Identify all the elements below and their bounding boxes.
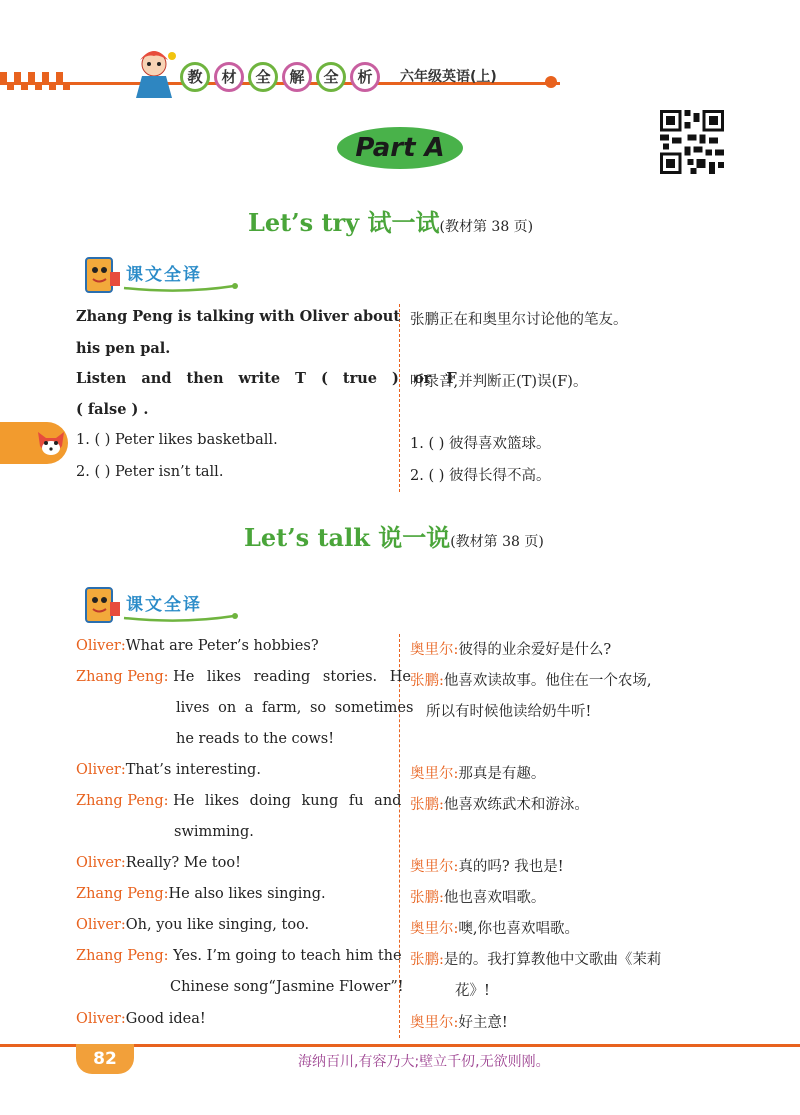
fox-face-icon <box>34 426 68 460</box>
qr-code-icon <box>660 110 724 174</box>
mascot-girl-icon <box>128 46 180 100</box>
dialog-cn-line <box>410 762 545 783</box>
speaker-en: Oliver: <box>76 1011 126 1027</box>
speaker-en: Zhang Peng: <box>76 793 169 809</box>
dialog-cn-line <box>410 1011 508 1032</box>
try-banner <box>80 254 240 296</box>
dialog-cn-text: 真的吗? 我也是! <box>458 859 564 875</box>
try-line-en: Listen and then write T ( true ) or F <box>76 370 457 387</box>
dialog-cn-text: 噢,你也喜欢唱歌。 <box>458 921 579 937</box>
dialog-en-line <box>76 669 411 685</box>
dialog-en-line <box>76 793 401 809</box>
try-title-en: Let’s try <box>248 208 360 237</box>
dialog-cn-line <box>410 669 652 690</box>
dialog-en-text: swimming. <box>174 824 254 840</box>
dialog-cn-text: 花》! <box>455 983 490 999</box>
speaker-cn: 奥里尔: <box>410 921 459 937</box>
talk-title-cn: 说一说 <box>378 523 451 552</box>
try-line-en: 2. ( ) Peter isn’t tall. <box>76 464 224 480</box>
try-line-en: ( false ) . <box>76 401 149 418</box>
dialog-cn-text: 所以有时候他读给奶牛听! <box>426 704 592 720</box>
dialog-en-text: Really? Me too! <box>125 855 241 871</box>
dialog-cn-text: 他喜欢读故事。他住在一个农场, <box>443 673 652 689</box>
speaker-cn: 张鹏: <box>410 952 444 968</box>
dialog-cn-line <box>410 638 611 659</box>
header-checker-top <box>0 72 70 82</box>
dialog-en-text: What are Peter’s hobbies? <box>125 638 319 654</box>
dialog-cn-text: 他也喜欢唱歌。 <box>443 890 546 906</box>
speaker-cn: 张鹏: <box>410 673 444 689</box>
speaker-en: Oliver: <box>76 638 126 654</box>
footer-motto: 海纳百川,有容乃大;壁立千仞,无欲则刚。 <box>298 1054 550 1070</box>
dialog-en-text: Chinese song“Jasmine Flower”! <box>170 979 404 995</box>
dialog-cn-text: 是的。我打算教他中文歌曲《茉莉 <box>443 952 662 968</box>
try-divider <box>399 304 400 492</box>
dialog-en-line <box>76 638 319 654</box>
dialog-en-line <box>76 917 309 933</box>
try-banner-label: 课文全译 <box>126 265 202 285</box>
speaker-en: Oliver: <box>76 855 126 871</box>
header-grade: 六年级英语(上) <box>400 69 497 85</box>
try-ref: (教材第 38 页) <box>439 219 534 235</box>
header-badge: 教 <box>180 62 210 92</box>
dialog-en-text: He likes reading stories. He <box>173 669 411 685</box>
dialog-en-line <box>76 1011 206 1027</box>
talk-banner-label: 课文全译 <box>126 595 202 615</box>
speaker-cn: 奥里尔: <box>410 1015 459 1031</box>
dialog-en-text: Oh, you like singing, too. <box>125 917 310 933</box>
try-line-cn: 张鹏正在和奥里尔讨论他的笔友。 <box>410 312 628 328</box>
dialog-cn-text: 好主意! <box>458 1015 508 1031</box>
dialog-cn-text: 彼得的业余爱好是什么? <box>458 642 612 658</box>
dialog-cn-text: 他喜欢练武术和游泳。 <box>443 797 589 813</box>
try-line-en: Zhang Peng is talking with Oliver about <box>76 308 401 325</box>
dialog-en-text: Yes. I’m going to teach him the <box>173 948 402 964</box>
talk-divider <box>399 634 400 1038</box>
speaker-cn: 张鹏: <box>410 890 444 906</box>
book-mascot-icon <box>80 584 122 626</box>
dialog-cn-line <box>410 886 545 907</box>
dialog-cn-line <box>410 793 589 814</box>
dialog-en-line <box>76 886 326 902</box>
talk-section-title <box>244 518 544 553</box>
speaker-en: Oliver: <box>76 917 126 933</box>
header-badge: 全 <box>248 62 278 92</box>
dialog-en-line <box>76 762 261 778</box>
header-badge: 解 <box>282 62 312 92</box>
banner-swoosh <box>122 282 240 292</box>
header-dot <box>545 76 557 88</box>
try-line-en: his pen pal. <box>76 340 171 357</box>
speaker-en: Zhang Peng: <box>76 669 169 685</box>
part-label: Part A <box>337 127 463 169</box>
talk-banner <box>80 584 240 626</box>
try-section-title <box>248 203 533 238</box>
try-line-cn: 1. ( ) 彼得喜欢篮球。 <box>410 436 551 452</box>
dialog-en-line <box>76 948 402 964</box>
banner-swoosh <box>122 612 240 622</box>
dialog-en-line <box>76 855 241 871</box>
header-badge: 材 <box>214 62 244 92</box>
speaker-cn: 奥里尔: <box>410 766 459 782</box>
book-mascot-icon <box>80 254 122 296</box>
dialog-en-text: Good idea! <box>125 1011 206 1027</box>
dialog-cn-text: 那真是有趣。 <box>458 766 546 782</box>
speaker-cn: 张鹏: <box>410 797 444 813</box>
dialog-en-text: He also likes singing. <box>168 886 326 902</box>
header-badge: 析 <box>350 62 380 92</box>
page-number: 82 <box>76 1044 134 1074</box>
header-badges <box>180 62 380 92</box>
dialog-cn-line <box>410 855 564 876</box>
try-line-en: 1. ( ) Peter likes basketball. <box>76 432 278 448</box>
speaker-en: Zhang Peng: <box>76 948 169 964</box>
talk-title-en: Let’s talk <box>244 523 370 552</box>
talk-ref: (教材第 38 页) <box>450 534 544 550</box>
speaker-en: Oliver: <box>76 762 126 778</box>
speaker-cn: 奥里尔: <box>410 859 459 875</box>
try-line-cn: 2. ( ) 彼得长得不高。 <box>410 468 551 484</box>
dialog-cn-line <box>410 948 661 969</box>
dialog-en-text: That’s interesting. <box>125 762 261 778</box>
header-badge: 全 <box>316 62 346 92</box>
try-line-cn: 听录音,并判断正(T)误(F)。 <box>410 374 588 390</box>
dialog-cn-line <box>410 917 579 938</box>
try-title-cn: 试一试 <box>367 208 440 237</box>
speaker-cn: 奥里尔: <box>410 642 459 658</box>
speaker-en: Zhang Peng: <box>76 886 169 902</box>
dialog-en-text: he reads to the cows! <box>176 731 335 747</box>
dialog-en-text: lives on a farm, so sometimes <box>176 700 414 716</box>
dialog-en-text: He likes doing kung fu and <box>173 793 402 809</box>
